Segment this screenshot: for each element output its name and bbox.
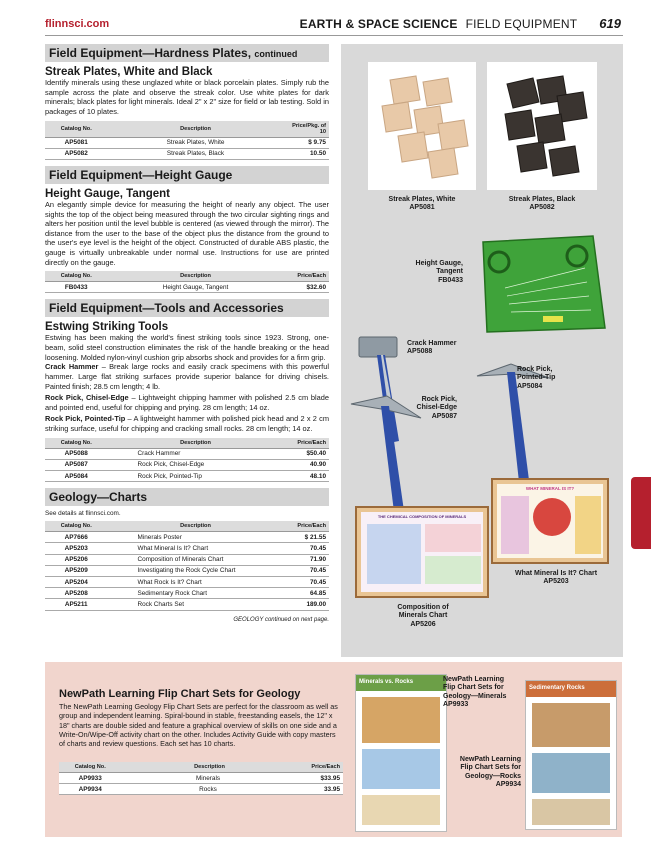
section-tab bbox=[631, 477, 651, 549]
catalog-no: AP5082 bbox=[45, 148, 107, 159]
item-price: 40.90 bbox=[284, 459, 329, 470]
catalog-no: AP5203 bbox=[45, 543, 107, 554]
price-table-charts bbox=[45, 521, 329, 610]
col-price: Price/Pkg. of 10 bbox=[284, 121, 329, 138]
catalog-no: AP5208 bbox=[45, 588, 107, 599]
caption-catalog: AP5206 bbox=[410, 620, 436, 628]
chart-title: Sedimentary Rocks bbox=[526, 681, 616, 697]
caption-streak-black bbox=[481, 196, 603, 213]
price-table-streak bbox=[45, 121, 329, 160]
catalog-no: AP5204 bbox=[45, 577, 107, 588]
col-description: Description bbox=[107, 521, 283, 532]
caption-name: Streak Plates, White bbox=[388, 196, 456, 203]
caption-catalog: AP5082 bbox=[529, 204, 555, 212]
caption-height-gauge bbox=[397, 260, 463, 285]
chart-title: WHAT MINERAL IS IT? bbox=[525, 486, 575, 491]
item-description: Composition of Minerals Chart bbox=[107, 554, 283, 565]
site-url[interactable]: flinnsci.com bbox=[45, 18, 110, 30]
caption-crack-hammer bbox=[407, 340, 477, 357]
table-row bbox=[45, 554, 329, 565]
col-catalog: Catalog No. bbox=[45, 121, 107, 138]
header-rule bbox=[45, 35, 623, 36]
col-description: Description bbox=[107, 271, 283, 282]
item-description: Sedimentary Rock Chart bbox=[107, 588, 283, 599]
header-section: EARTH & SPACE SCIENCE bbox=[299, 17, 458, 31]
catalog-no: AP5081 bbox=[45, 137, 107, 148]
table-row bbox=[45, 588, 329, 599]
section-heading-hardness bbox=[45, 44, 329, 62]
item-price: 70.45 bbox=[284, 577, 329, 588]
product-title-streak: Streak Plates, White and Black bbox=[45, 66, 213, 78]
chisel-pick-label: Rock Pick, Chisel-Edge bbox=[45, 393, 129, 403]
flip-chart-title: NewPath Learning Flip Chart Sets for Geology bbox=[59, 688, 301, 700]
caption-name: Streak Plates, Black bbox=[508, 196, 576, 203]
caption-pointed-pick bbox=[517, 366, 587, 391]
what-mineral-chart-image bbox=[491, 478, 609, 564]
caption-composition-chart bbox=[373, 604, 473, 629]
table-row bbox=[45, 532, 329, 543]
caption-name-2: Flip Chart Sets for bbox=[460, 764, 521, 772]
header-subsection: FIELD EQUIPMENT bbox=[465, 17, 578, 31]
photo-panel bbox=[341, 44, 623, 657]
item-price: 10.50 bbox=[284, 148, 329, 159]
caption-streak-white bbox=[361, 196, 483, 213]
caption-catalog: AP9933 bbox=[443, 701, 469, 709]
caption-name-1: Height Gauge, bbox=[415, 260, 463, 267]
caption-flip-minerals bbox=[443, 676, 523, 710]
table-row bbox=[45, 577, 329, 588]
section-heading-tools: Field Equipment—Tools and Accessories bbox=[45, 299, 329, 317]
caption-name-3: Geology—Rocks bbox=[464, 772, 521, 780]
table-row bbox=[45, 459, 329, 470]
chart-title: THE CHEMICAL COMPOSITION OF MINERALS bbox=[377, 514, 467, 519]
chisel-pick-description bbox=[45, 393, 329, 412]
item-description: Minerals Poster bbox=[107, 532, 283, 543]
section-heading-charts: Geology—Charts bbox=[45, 488, 329, 506]
col-description: Description bbox=[121, 762, 297, 773]
price-table-gauge bbox=[45, 271, 329, 293]
height-gauge-image bbox=[465, 228, 611, 344]
flip-chart-description: The NewPath Learning Geology Flip Chart Sets are perfect for the classroom as well as group and independent learning. Spiral-bound in stable, freestanding easels, the 12" x 18" charts are double sided and feature a graphical overview of skills on one side and a Write-On/Wipe-Off activity chart on the other. Includes Activity Guide with copy masters of charts and review questions. Each set has 10 charts. bbox=[59, 702, 338, 749]
crack-hammer-label: Crack Hammer bbox=[45, 362, 99, 372]
caption-name-2: Minerals Chart bbox=[398, 612, 448, 620]
item-description: What Mineral Is It? Chart bbox=[107, 543, 283, 554]
table-row bbox=[59, 784, 343, 795]
item-price: 64.85 bbox=[284, 588, 329, 599]
product-description-gauge: An elegantly simple device for measuring the height of nearly any object. The user sights the top of the object being measured through the two circular sighting rings and alters her position until the level bubble is centered (as viewed through the mirror). The distance from the user to the base of the object plus the distance from the ground to the user's eye level is the height of the object. Constructed of durable ABS plastic, the gauge is virtually unbreakable under normal use. Instructions for use are printed directly on the gauge. bbox=[45, 199, 329, 267]
table-row bbox=[45, 137, 329, 148]
caption-name-1: NewPath Learning bbox=[443, 676, 505, 683]
caption-name-2: Flip Chart Sets for bbox=[443, 684, 504, 692]
catalog-no: AP5088 bbox=[45, 448, 107, 459]
streak-plates-black-image bbox=[487, 62, 597, 190]
item-description: Rock Charts Set bbox=[107, 599, 283, 610]
table-row bbox=[45, 282, 329, 293]
item-description: What Rock Is It? Chart bbox=[107, 577, 283, 588]
continued-note: GEOLOGY continued on next page. bbox=[233, 616, 329, 623]
caption-name-1: Rock Pick, bbox=[517, 366, 553, 373]
item-price: $ 21.55 bbox=[284, 532, 329, 543]
col-catalog: Catalog No. bbox=[45, 271, 107, 282]
catalog-no: AP5209 bbox=[45, 565, 107, 576]
pointed-pick-label: Rock Pick, Pointed-Tip bbox=[45, 414, 126, 424]
item-description: Streak Plates, Black bbox=[107, 148, 283, 159]
details-note: See details at flinnsci.com. bbox=[45, 510, 121, 518]
caption-name-1: Rock Pick, bbox=[421, 396, 457, 403]
chisel-pick-text: – Lightweight chipping hammer with polished 2.5 cm blade and pointed end, useful for chipping and prying. 28 cm length; 14 oz. bbox=[45, 393, 329, 412]
streak-plates-white-image bbox=[368, 62, 476, 190]
item-description: Rock Pick, Pointed-Tip bbox=[107, 471, 283, 482]
col-price: Price/Each bbox=[284, 271, 329, 282]
caption-name: Crack Hammer bbox=[407, 340, 457, 347]
col-description: Description bbox=[107, 121, 283, 138]
page-number: 619 bbox=[599, 16, 621, 31]
caption-catalog: AP5203 bbox=[543, 578, 569, 586]
caption-catalog: AP9934 bbox=[495, 781, 521, 789]
running-header bbox=[300, 16, 621, 31]
caption-catalog: AP5087 bbox=[431, 412, 457, 420]
item-description: Minerals bbox=[121, 773, 297, 784]
item-price: 48.10 bbox=[284, 471, 329, 482]
heading-text: Field Equipment—Hardness Plates, bbox=[49, 46, 252, 60]
chart-title: Minerals vs. Rocks bbox=[356, 675, 446, 691]
caption-name-1: Composition of bbox=[397, 604, 449, 611]
left-column bbox=[45, 44, 329, 623]
item-price: $ 9.75 bbox=[284, 137, 329, 148]
flip-chart-table-wrap bbox=[59, 758, 343, 801]
flip-chart-panel bbox=[45, 662, 622, 837]
catalog-no: AP5087 bbox=[45, 459, 107, 470]
caption-name-1: NewPath Learning bbox=[459, 756, 521, 763]
crack-hammer-text: – Break large rocks and easily crack specimens with this powerful hammer. Large flat striking surfaces provide superior balance for driving chisels. Painted finish; 28.5 cm length; 4 lb. bbox=[45, 362, 329, 391]
catalog-no: AP5084 bbox=[45, 471, 107, 482]
catalog-no: AP9933 bbox=[59, 773, 121, 784]
crack-hammer-description bbox=[45, 362, 329, 391]
item-price: $50.40 bbox=[284, 448, 329, 459]
col-catalog: Catalog No. bbox=[45, 521, 107, 532]
table-row bbox=[45, 543, 329, 554]
flip-chart-sedimentary-image bbox=[525, 680, 617, 830]
table-row bbox=[59, 773, 343, 784]
catalog-no: AP7666 bbox=[45, 532, 107, 543]
price-table-tools bbox=[45, 438, 329, 483]
col-price: Price/Each bbox=[298, 762, 343, 773]
item-price: 189.00 bbox=[284, 599, 329, 610]
table-row bbox=[45, 599, 329, 610]
pointed-pick-description bbox=[45, 414, 329, 433]
flip-chart-minerals-image bbox=[355, 674, 447, 832]
caption-name-2: Chisel-Edge bbox=[416, 404, 457, 412]
caption-catalog: AP5081 bbox=[409, 204, 435, 212]
product-description-streak: Identify minerals using these unglazed white or black porcelain plates. Simply rub the sample across the plate and observe the streak color. Use white plates for dark minerals; black plates for light minerals. Ideal 2" x 2" size for field or lab testing. Sold in packages of 10 plates. bbox=[45, 78, 329, 116]
table-row bbox=[45, 565, 329, 576]
item-price: 33.95 bbox=[298, 784, 343, 795]
item-price: 71.90 bbox=[284, 554, 329, 565]
col-catalog: Catalog No. bbox=[59, 762, 121, 773]
catalog-no: AP5211 bbox=[45, 599, 107, 610]
col-price: Price/Each bbox=[284, 521, 329, 532]
item-description: Rocks bbox=[121, 784, 297, 795]
caption-catalog: AP5088 bbox=[407, 348, 433, 356]
product-title-estwing: Estwing Striking Tools bbox=[45, 321, 169, 334]
caption-chisel-pick bbox=[367, 396, 457, 421]
col-description: Description bbox=[107, 438, 283, 449]
item-price: $32.60 bbox=[284, 282, 329, 293]
caption-flip-rocks bbox=[445, 756, 521, 790]
caption-what-mineral-chart bbox=[501, 570, 611, 587]
table-row bbox=[45, 471, 329, 482]
caption-catalog: FB0433 bbox=[438, 276, 463, 284]
catalog-no: AP5206 bbox=[45, 554, 107, 565]
composition-chart-image bbox=[355, 506, 489, 598]
caption-name: What Mineral Is It? Chart bbox=[514, 570, 598, 577]
heading-continued: continued bbox=[254, 49, 298, 59]
item-description: Crack Hammer bbox=[107, 448, 283, 459]
item-description: Height Gauge, Tangent bbox=[107, 282, 283, 293]
product-title-gauge: Height Gauge, Tangent bbox=[45, 187, 171, 200]
caption-name-2: Tangent bbox=[436, 268, 463, 276]
col-price: Price/Each bbox=[284, 438, 329, 449]
table-row bbox=[45, 148, 329, 159]
col-catalog: Catalog No. bbox=[45, 438, 107, 449]
price-table-flip bbox=[59, 762, 343, 795]
item-description: Streak Plates, White bbox=[107, 137, 283, 148]
catalog-no: FB0433 bbox=[45, 282, 107, 293]
caption-name-3: Geology—Minerals bbox=[443, 692, 507, 700]
item-description: Investigating the Rock Cycle Chart bbox=[107, 565, 283, 576]
section-heading-height: Field Equipment—Height Gauge bbox=[45, 166, 329, 184]
item-price: 70.45 bbox=[284, 565, 329, 576]
item-description: Rock Pick, Chisel-Edge bbox=[107, 459, 283, 470]
item-price: 70.45 bbox=[284, 543, 329, 554]
caption-catalog: AP5084 bbox=[517, 382, 543, 390]
catalog-no: AP9934 bbox=[59, 784, 121, 795]
product-description-estwing: Estwing has been making the world's finest striking tools since 1923. Strong, one-beam, solid steel construction eliminates the risk of the handle breaking or the head loosening. Molded nylon-vinyl cushion grip absorbs shock and provides for a firm grip. bbox=[45, 333, 329, 362]
table-row bbox=[45, 448, 329, 459]
caption-name-2: Pointed-Tip bbox=[517, 374, 556, 382]
item-price: $33.95 bbox=[298, 773, 343, 784]
pointed-pick-text: – A lightweight hammer with polished pick head and 2 x 2 cm striking surface, useful for chipping and cracking small rocks. 28 cm length; 14 oz. bbox=[45, 414, 329, 434]
